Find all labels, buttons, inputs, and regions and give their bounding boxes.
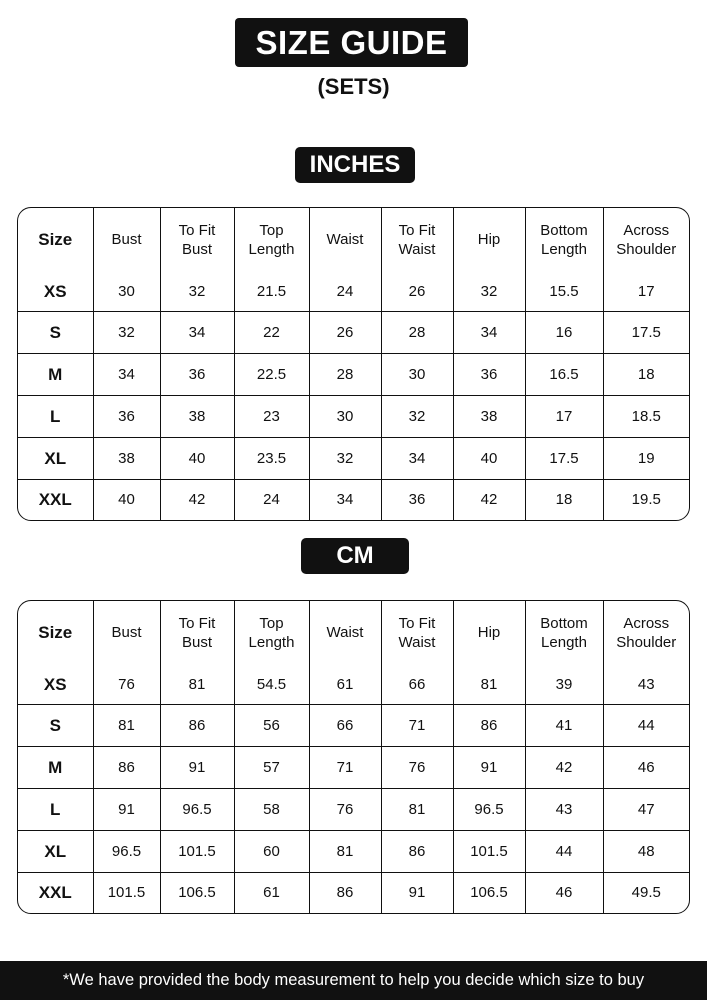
table-row <box>18 788 689 830</box>
measurement-cell: 18 <box>525 479 603 520</box>
column-header <box>453 208 525 271</box>
measurement-cell: 66 <box>309 705 381 747</box>
column-header-line: Bottom <box>540 614 588 632</box>
measurement-cell: 61 <box>234 872 309 913</box>
measurement-cell: 34 <box>160 312 234 354</box>
column-header <box>18 208 93 271</box>
inches-size-table <box>17 207 690 521</box>
measurement-cell: 26 <box>381 271 453 312</box>
column-header <box>381 601 453 664</box>
measurement-cell: 30 <box>309 395 381 437</box>
measurement-cell: 101.5 <box>93 872 160 913</box>
measurement-cell: 96.5 <box>453 788 525 830</box>
measurement-cell: 17 <box>603 271 689 312</box>
measurement-cell: 17.5 <box>603 312 689 354</box>
column-header-line: Bust <box>111 624 142 641</box>
measurement-cell: 86 <box>381 830 453 872</box>
measurement-cell: 60 <box>234 830 309 872</box>
measurement-cell: 42 <box>453 479 525 520</box>
column-header <box>453 601 525 664</box>
column-header <box>309 601 381 664</box>
measurement-cell: 32 <box>160 271 234 312</box>
measurement-cell: 81 <box>160 664 234 705</box>
measurement-cell: 81 <box>453 664 525 705</box>
measurement-cell: 34 <box>381 437 453 479</box>
column-header-line: Hip <box>477 624 501 641</box>
measurement-cell: 30 <box>381 354 453 396</box>
measurement-cell: 48 <box>603 830 689 872</box>
size-label-cell: S <box>18 705 93 747</box>
measurement-cell: 34 <box>93 354 160 396</box>
column-header-line: Length <box>248 633 295 651</box>
column-header-line: Top <box>259 221 284 239</box>
column-header <box>603 208 689 271</box>
measurement-cell: 81 <box>309 830 381 872</box>
inches-section-label: INCHES <box>295 147 415 183</box>
size-label-cell: L <box>18 395 93 437</box>
measurement-cell: 91 <box>93 788 160 830</box>
column-header <box>525 601 603 664</box>
table-row <box>18 705 689 747</box>
measurement-cell: 16.5 <box>525 354 603 396</box>
size-label-cell: M <box>18 354 93 396</box>
size-label-cell: L <box>18 788 93 830</box>
measurement-cell: 18.5 <box>603 395 689 437</box>
measurement-cell: 86 <box>309 872 381 913</box>
column-header-line: Waist <box>326 231 364 248</box>
table-row <box>18 479 689 520</box>
column-header-line: Top <box>259 614 284 632</box>
column-header <box>234 601 309 664</box>
inches-table-body <box>18 271 689 520</box>
measurement-cell: 106.5 <box>160 872 234 913</box>
measurement-cell: 41 <box>525 705 603 747</box>
measurement-cell: 22.5 <box>234 354 309 396</box>
measurement-cell: 16 <box>525 312 603 354</box>
column-header-line: Hip <box>477 231 501 248</box>
column-header <box>381 208 453 271</box>
measurement-cell: 23.5 <box>234 437 309 479</box>
measurement-cell: 32 <box>93 312 160 354</box>
size-label-cell: XL <box>18 437 93 479</box>
table-row <box>18 830 689 872</box>
measurement-cell: 15.5 <box>525 271 603 312</box>
measurement-cell: 28 <box>309 354 381 396</box>
measurement-cell: 34 <box>453 312 525 354</box>
column-header <box>18 601 93 664</box>
measurement-cell: 40 <box>453 437 525 479</box>
table-row <box>18 354 689 396</box>
measurement-cell: 24 <box>234 479 309 520</box>
table-row <box>18 437 689 479</box>
column-header-line: Shoulder <box>616 633 677 651</box>
measurement-cell: 91 <box>453 747 525 789</box>
measurement-cell: 24 <box>309 271 381 312</box>
measurement-cell: 86 <box>160 705 234 747</box>
measurement-cell: 19 <box>603 437 689 479</box>
measurement-cell: 91 <box>381 872 453 913</box>
measurement-cell: 58 <box>234 788 309 830</box>
measurement-cell: 66 <box>381 664 453 705</box>
measurement-cell: 32 <box>309 437 381 479</box>
column-header <box>525 208 603 271</box>
measurement-cell: 18 <box>603 354 689 396</box>
column-header-line: Length <box>541 633 587 651</box>
measurement-cell: 19.5 <box>603 479 689 520</box>
measurement-cell: 56 <box>234 705 309 747</box>
cm-section-label: CM <box>301 538 409 574</box>
measurement-cell: 76 <box>93 664 160 705</box>
measurement-cell: 42 <box>160 479 234 520</box>
measurement-cell: 26 <box>309 312 381 354</box>
table-row <box>18 872 689 913</box>
page-title: SIZE GUIDE <box>235 18 468 67</box>
measurement-cell: 43 <box>525 788 603 830</box>
column-header <box>309 208 381 271</box>
column-header-line: Across <box>623 221 670 239</box>
table-row <box>18 664 689 705</box>
measurement-cell: 23 <box>234 395 309 437</box>
measurement-cell: 54.5 <box>234 664 309 705</box>
column-header-line: To Fit <box>398 221 436 239</box>
measurement-cell: 34 <box>309 479 381 520</box>
column-header-line: Size <box>38 230 73 249</box>
measurement-cell: 40 <box>93 479 160 520</box>
measurement-cell: 42 <box>525 747 603 789</box>
column-header-line: Shoulder <box>616 240 677 258</box>
column-header <box>160 208 234 271</box>
cm-table-body <box>18 664 689 913</box>
measurement-cell: 38 <box>93 437 160 479</box>
measurement-cell: 28 <box>381 312 453 354</box>
size-label-cell: XL <box>18 830 93 872</box>
measurement-cell: 101.5 <box>160 830 234 872</box>
measurement-cell: 61 <box>309 664 381 705</box>
measurement-cell: 106.5 <box>453 872 525 913</box>
column-header <box>93 208 160 271</box>
column-header-line: Across <box>623 614 670 632</box>
measurement-cell: 76 <box>381 747 453 789</box>
table-row <box>18 395 689 437</box>
measurement-cell: 46 <box>525 872 603 913</box>
column-header-line: To Fit <box>178 614 216 632</box>
cm-size-table <box>17 600 690 914</box>
measurement-cell: 96.5 <box>160 788 234 830</box>
inches-table-header <box>18 208 689 271</box>
measurement-cell: 49.5 <box>603 872 689 913</box>
measurement-cell: 17.5 <box>525 437 603 479</box>
table-row <box>18 312 689 354</box>
size-label-cell: XS <box>18 271 93 312</box>
header-row <box>18 601 689 664</box>
measurement-cell: 91 <box>160 747 234 789</box>
size-label-cell: S <box>18 312 93 354</box>
column-header-line: Size <box>38 623 73 642</box>
cm-table-header <box>18 601 689 664</box>
page-subtitle: (SETS) <box>317 74 390 99</box>
measurement-cell: 71 <box>309 747 381 789</box>
measurement-cell: 44 <box>525 830 603 872</box>
table-row <box>18 271 689 312</box>
measurement-cell: 38 <box>453 395 525 437</box>
column-header-line: Bust <box>181 633 212 651</box>
measurement-cell: 57 <box>234 747 309 789</box>
measurement-cell: 32 <box>453 271 525 312</box>
column-header-line: Bust <box>181 240 212 258</box>
size-label-cell: XS <box>18 664 93 705</box>
measurement-cell: 21.5 <box>234 271 309 312</box>
table-row <box>18 747 689 789</box>
measurement-cell: 39 <box>525 664 603 705</box>
measurement-cell: 36 <box>381 479 453 520</box>
measurement-cell: 81 <box>93 705 160 747</box>
measurement-cell: 30 <box>93 271 160 312</box>
column-header-line: Length <box>541 240 587 258</box>
column-header <box>160 601 234 664</box>
measurement-cell: 38 <box>160 395 234 437</box>
measurement-cell: 32 <box>381 395 453 437</box>
measurement-cell: 46 <box>603 747 689 789</box>
measurement-cell: 36 <box>453 354 525 396</box>
column-header <box>234 208 309 271</box>
footer-note: *We have provided the body measurement to help you decide which size to buy <box>0 961 707 1000</box>
column-header-line: To Fit <box>178 221 216 239</box>
measurement-cell: 43 <box>603 664 689 705</box>
measurement-cell: 22 <box>234 312 309 354</box>
column-header-line: Length <box>248 240 295 258</box>
measurement-cell: 36 <box>160 354 234 396</box>
size-label-cell: XXL <box>18 479 93 520</box>
column-header-line: Bust <box>111 231 142 248</box>
column-header-line: Bottom <box>540 221 588 239</box>
measurement-cell: 76 <box>309 788 381 830</box>
measurement-cell: 47 <box>603 788 689 830</box>
measurement-cell: 40 <box>160 437 234 479</box>
measurement-cell: 86 <box>453 705 525 747</box>
column-header-line: To Fit <box>398 614 436 632</box>
column-header <box>603 601 689 664</box>
measurement-cell: 81 <box>381 788 453 830</box>
measurement-cell: 17 <box>525 395 603 437</box>
size-label-cell: M <box>18 747 93 789</box>
measurement-cell: 71 <box>381 705 453 747</box>
column-header-line: Waist <box>326 624 364 641</box>
measurement-cell: 96.5 <box>93 830 160 872</box>
measurement-cell: 44 <box>603 705 689 747</box>
measurement-cell: 86 <box>93 747 160 789</box>
column-header <box>93 601 160 664</box>
size-label-cell: XXL <box>18 872 93 913</box>
column-header-line: Waist <box>398 240 436 258</box>
measurement-cell: 101.5 <box>453 830 525 872</box>
column-header-line: Waist <box>398 633 436 651</box>
measurement-cell: 36 <box>93 395 160 437</box>
header-row <box>18 208 689 271</box>
